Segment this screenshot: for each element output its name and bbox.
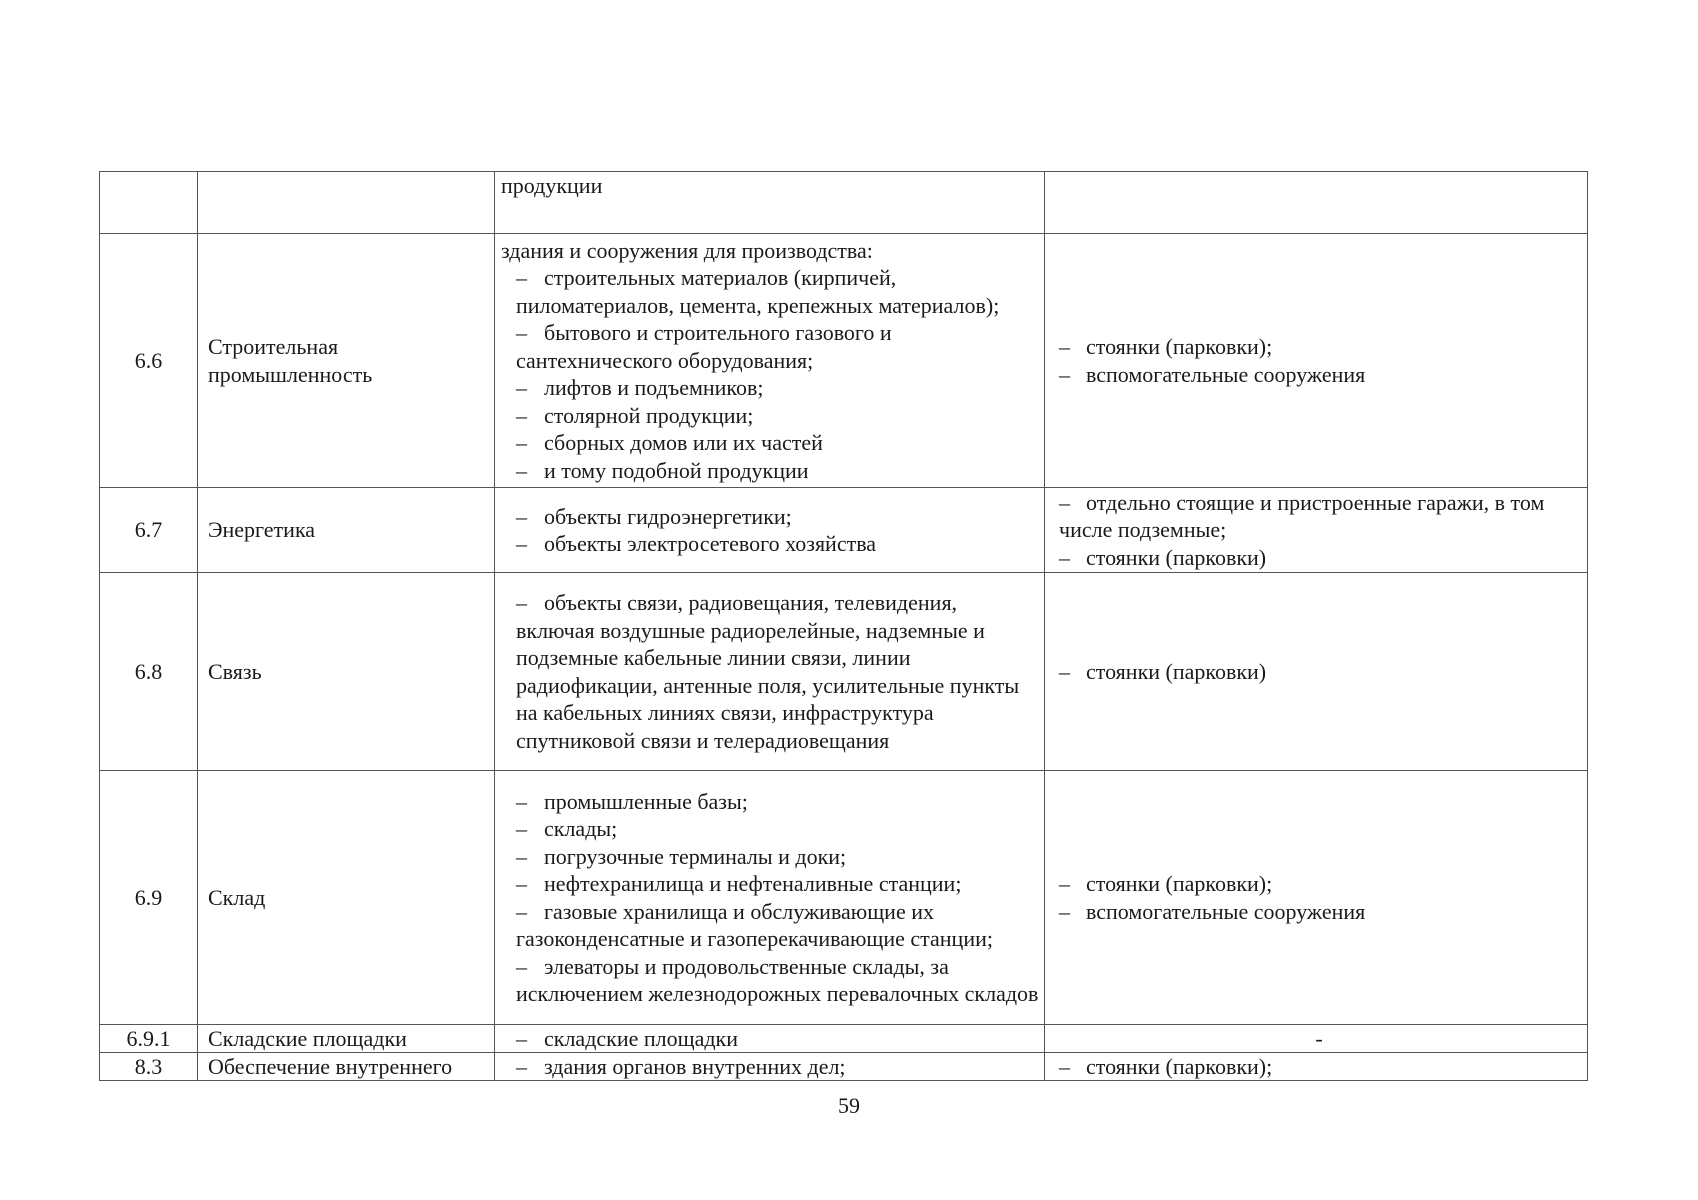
dash-bullet: – [516, 531, 527, 556]
auxiliary-uses-cell [1045, 488, 1588, 573]
main-use-item [501, 953, 1040, 1008]
main-use-text: лифтов и подъемников; [544, 375, 764, 401]
row-name [198, 172, 495, 234]
main-use-text: и тому подобной продукции [544, 457, 809, 483]
main-use-item [501, 319, 1040, 374]
main-use-text: столярной продукции; [544, 402, 754, 428]
dash-bullet: – [1059, 898, 1070, 924]
row-code: 6.6 [100, 234, 198, 488]
dash-bullet: – [1059, 489, 1070, 515]
main-use-text: склады; [544, 816, 618, 841]
main-use-item [501, 172, 1040, 200]
auxiliary-use-text: стоянки (парковки); [1086, 334, 1273, 359]
table-row [100, 771, 1588, 1025]
main-use-item [501, 1054, 1040, 1080]
document-table [99, 171, 1588, 1081]
auxiliary-use-text: вспомогательные сооружения [1086, 361, 1366, 387]
main-uses-cell [495, 172, 1045, 234]
main-use-item [501, 589, 1040, 754]
dash-bullet: – [516, 503, 527, 529]
dash-bullet: – [516, 843, 527, 869]
auxiliary-use-text: стоянки (парковки) [1086, 544, 1267, 570]
dash-bullet: – [516, 953, 527, 979]
row-code: 6.9 [100, 771, 198, 1025]
main-use-item [501, 843, 1040, 871]
dash-bullet: – [1059, 334, 1070, 359]
main-use-text: промышленные базы; [544, 788, 748, 814]
main-use-item [501, 530, 1040, 558]
dash-bullet: – [1059, 544, 1070, 570]
dash-bullet: – [1059, 1053, 1070, 1079]
main-use-text: продукции [501, 173, 603, 198]
row-code: 6.9.1 [100, 1025, 198, 1053]
dash-bullet: – [516, 375, 527, 401]
row-name: Складские площадки [198, 1025, 495, 1053]
main-use-item [501, 815, 1040, 843]
auxiliary-use-text: стоянки (парковки); [1086, 871, 1273, 896]
auxiliary-use-text: стоянки (парковки) [1086, 658, 1267, 684]
dash-bullet: – [1059, 871, 1070, 896]
main-uses-cell [495, 573, 1045, 771]
auxiliary-uses-cell [1045, 234, 1588, 488]
dash-bullet: – [516, 816, 527, 841]
main-use-item [501, 898, 1040, 953]
row-name: Строительная промышленность [198, 234, 495, 488]
main-use-item [501, 374, 1040, 402]
main-use-item [501, 503, 1040, 531]
main-use-text: газовые хранилища и обслуживающие их газоконденсатные и газоперекачивающие станции; [516, 898, 993, 951]
auxiliary-use-item [1059, 870, 1579, 898]
dash-bullet: – [516, 871, 527, 896]
dash-bullet: – [516, 1053, 527, 1079]
dash-bullet: – [516, 265, 527, 291]
dash-bullet: – [516, 788, 527, 814]
main-use-item [501, 429, 1040, 457]
auxiliary-uses-cell [1045, 573, 1588, 771]
auxiliary-use-text: вспомогательные сооружения [1086, 898, 1366, 924]
table-row [100, 573, 1588, 771]
main-use-text: складские площадки [544, 1025, 738, 1051]
auxiliary-uses-cell [1045, 771, 1588, 1025]
main-use-text: здания и сооружения для производства: [501, 237, 873, 263]
main-uses-cell [495, 234, 1045, 488]
page-number: 59 [838, 1093, 860, 1118]
main-use-item [501, 457, 1040, 485]
auxiliary-uses-cell [1045, 1053, 1588, 1081]
main-use-text: объекты связи, радиовещания, телевидения, включая воздушные радиорелейные, надземные и подземные кабельные линии связи, линии радиофикации, антенные поля, усилительные пункты на кабельных линиях связи, инфраструктура спутниковой связи и телерадиовещания [516, 590, 1020, 753]
dash-bullet: – [516, 457, 527, 483]
main-use-item [501, 870, 1040, 898]
dash-bullet: – [516, 1025, 527, 1051]
main-use-text: здания органов внутренних дел; [544, 1053, 846, 1079]
main-use-item [501, 264, 1040, 319]
dash-bullet: – [516, 402, 527, 428]
main-use-item [501, 1026, 1040, 1052]
dash-bullet: – [516, 590, 527, 615]
auxiliary-use-item [1059, 658, 1579, 686]
row-code: 6.8 [100, 573, 198, 771]
auxiliary-use-item [1059, 361, 1579, 389]
table-row [100, 488, 1588, 573]
auxiliary-use-item [1059, 544, 1579, 572]
dash-bullet: – [516, 898, 527, 924]
main-use-text: строительных материалов (кирпичей, пиломатериалов, цемента, крепежных материалов); [516, 265, 1000, 318]
row-name: Энергетика [198, 488, 495, 573]
main-uses-cell [495, 1025, 1045, 1053]
main-use-text: элеваторы и продовольственные склады, за исключением железнодорожных перевалочных складов [516, 953, 1039, 1006]
row-code: 8.3 [100, 1053, 198, 1081]
row-code [100, 172, 198, 234]
auxiliary-use-item [1059, 489, 1579, 544]
main-uses-cell [495, 488, 1045, 573]
main-use-item [501, 237, 1040, 265]
auxiliary-use-item [1059, 333, 1579, 361]
main-uses-cell [495, 1053, 1045, 1081]
auxiliary-uses-cell: - [1045, 1025, 1588, 1053]
table-row [100, 234, 1588, 488]
dash-bullet: – [516, 320, 527, 346]
main-use-text: бытового и строительного газового и сантехнического оборудования; [516, 320, 892, 373]
main-use-text: погрузочные терминалы и доки; [544, 843, 847, 869]
row-name: Связь [198, 573, 495, 771]
row-name: Склад [198, 771, 495, 1025]
dash-bullet: – [1059, 658, 1070, 684]
main-use-text: объекты электросетевого хозяйства [544, 531, 877, 556]
dash-bullet: – [1059, 361, 1070, 387]
auxiliary-use-text: стоянки (парковки); [1086, 1053, 1273, 1079]
auxiliary-use-item [1059, 1054, 1579, 1080]
row-code: 6.7 [100, 488, 198, 573]
auxiliary-use-item [1059, 898, 1579, 926]
table-row [100, 1025, 1588, 1053]
main-use-text: сборных домов или их частей [544, 430, 823, 456]
row-name: Обеспечение внутреннего [198, 1053, 495, 1081]
main-use-item [501, 402, 1040, 430]
main-use-text: нефтехранилища и нефтеналивные станции; [544, 871, 962, 896]
main-use-item [501, 788, 1040, 816]
auxiliary-uses-cell [1045, 172, 1588, 234]
main-uses-cell [495, 771, 1045, 1025]
dash-bullet: – [516, 430, 527, 456]
table-row [100, 172, 1588, 234]
table-row [100, 1053, 1588, 1081]
auxiliary-use-text: отдельно стоящие и пристроенные гаражи, в том числе подземные; [1059, 489, 1545, 543]
main-use-text: объекты гидроэнергетики; [544, 503, 792, 529]
